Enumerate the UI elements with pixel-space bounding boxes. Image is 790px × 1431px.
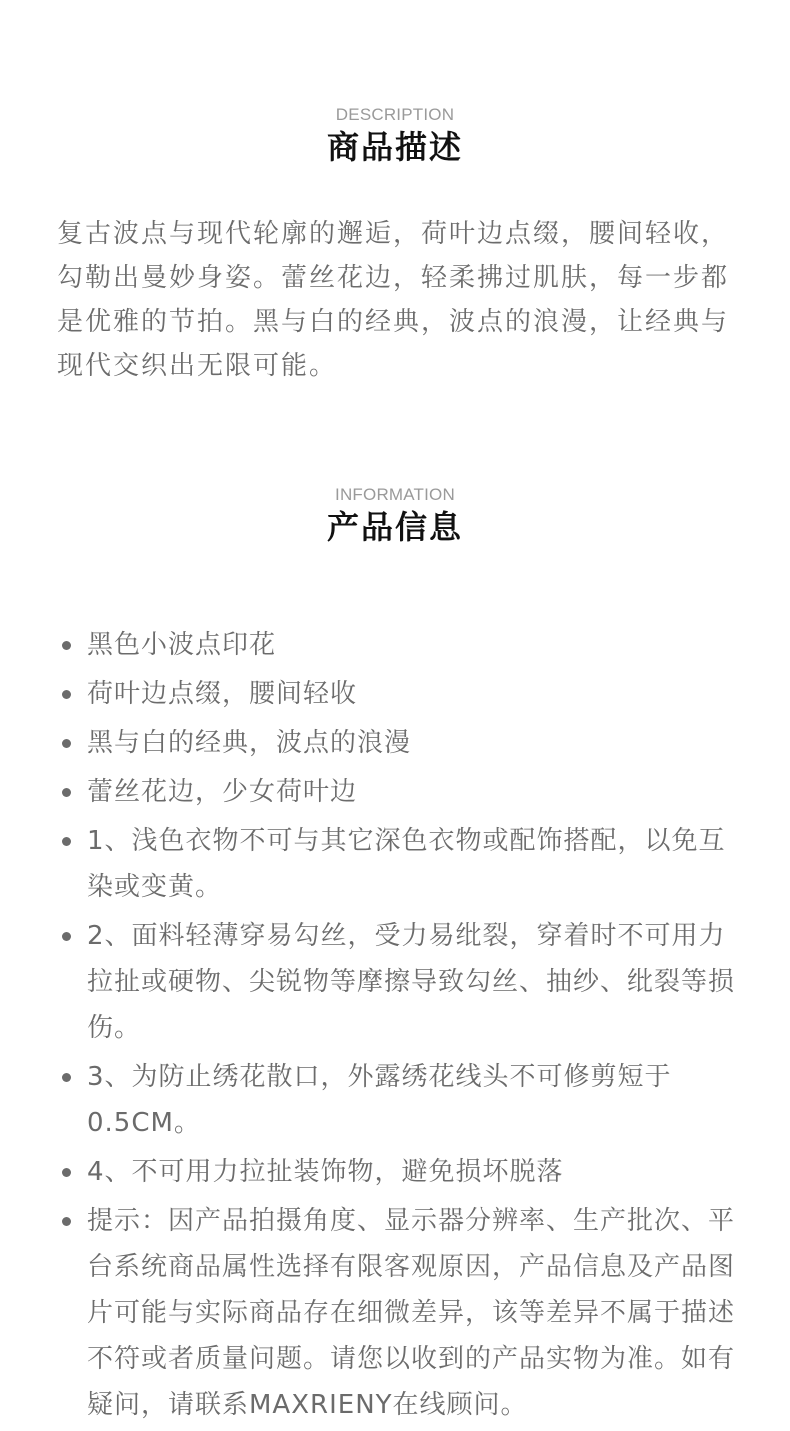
- bullet-dot-icon: [62, 1168, 71, 1177]
- list-item-text: 4、不可用力拉扯装饰物，避免损坏脱落: [87, 1157, 564, 1187]
- list-item: [57, 769, 737, 815]
- description-header: [0, 105, 790, 167]
- list-item: [57, 720, 737, 766]
- list-item: [57, 913, 737, 1051]
- bullet-dot-icon: [62, 1073, 71, 1082]
- description-title: 商品描述: [326, 128, 463, 166]
- bullet-dot-icon: [62, 641, 71, 650]
- description-text: 复古波点与现代轮廓的邂逅，荷叶边点缀，腰间轻收，勾勒出曼妙身姿。蕾丝花边，轻柔拂过肌肤，每一步都是优雅的节拍。黑与白的经典，波点的浪漫，让经典与现代交织出无限可能。: [57, 219, 730, 381]
- list-item: [57, 622, 737, 668]
- bullet-dot-icon: [62, 1217, 71, 1226]
- list-item: [57, 818, 737, 910]
- bullet-dot-icon: [62, 788, 71, 797]
- bullet-dot-icon: [62, 837, 71, 846]
- list-item-text: 荷叶边点缀，腰间轻收: [87, 679, 358, 709]
- list-item-text: 黑色小波点印花: [87, 630, 277, 660]
- list-item-text: 1、浅色衣物不可与其它深色衣物或配饰搭配，以免互染或变黄。: [87, 826, 726, 902]
- list-item: [57, 1149, 737, 1195]
- information-eyebrow: INFORMATION: [335, 485, 455, 504]
- bullet-dot-icon: [62, 932, 71, 941]
- bullet-dot-icon: [62, 690, 71, 699]
- list-item: [57, 1054, 737, 1146]
- description-eyebrow: DESCRIPTION: [335, 105, 455, 124]
- information-header: [0, 485, 790, 547]
- list-item-text: 2、面料轻薄穿易勾丝，受力易纰裂，穿着时不可用力拉扯或硬物、尖锐物等摩擦导致勾丝、抽纱、纰裂等损伤。: [87, 921, 736, 1043]
- bullet-dot-icon: [62, 739, 71, 748]
- list-item: [57, 1198, 737, 1428]
- list-item-text: 提示：因产品拍摄角度、显示器分辨率、生产批次、平台系统商品属性选择有限客观原因，产品信息及产品图片可能与实际商品存在细微差异，该等差异不属于描述不符或者质量问题。请您以收到的产品实物为准。如有疑问，请联系MAXRIENY在线顾问。: [87, 1206, 736, 1420]
- list-item-text: 3、为防止绣花散口，外露绣花线头不可修剪短于0.5CM。: [87, 1062, 672, 1138]
- list-item: [57, 671, 737, 717]
- information-title: 产品信息: [326, 508, 463, 546]
- list-item-text: 黑与白的经典，波点的浪漫: [87, 728, 412, 758]
- information-list: [57, 622, 737, 1431]
- list-item-text: 蕾丝花边，少女荷叶边: [87, 777, 358, 807]
